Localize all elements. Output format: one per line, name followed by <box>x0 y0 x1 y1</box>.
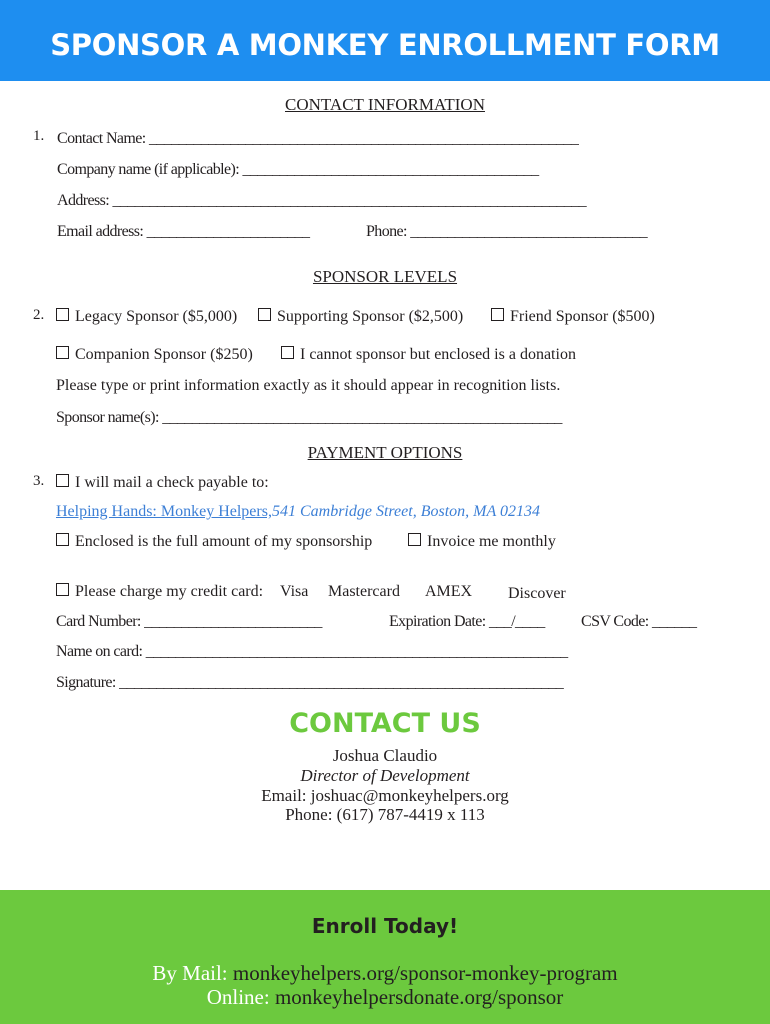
form-title: SPONSOR A MONKEY ENROLLMENT FORM <box>0 0 770 81</box>
online-url-link[interactable]: monkeyhelpersdonate.org/sponsor <box>274 985 564 1009</box>
legacy-sponsor-option[interactable] <box>56 308 237 326</box>
checkbox-icon[interactable] <box>56 583 69 596</box>
enclosed-option[interactable] <box>56 533 372 551</box>
item-number-1: 1. <box>33 128 45 144</box>
sponsor-levels-heading: SPONSOR LEVELS <box>312 267 458 286</box>
online-label: Online: <box>206 985 270 1009</box>
contact-email[interactable]: Email: joshuac@monkeyhelpers.org <box>261 786 509 805</box>
payee-link[interactable]: Helping Hands: Monkey Helpers, <box>56 503 272 520</box>
supporting-sponsor-option[interactable] <box>258 308 463 326</box>
name-on-card-field[interactable]: Name on card: _________________________________________________________ <box>56 643 568 660</box>
mail-label: By Mail: <box>152 961 228 985</box>
option-label: I will mail a check payable to: <box>75 474 269 491</box>
contact-info-heading: CONTACT INFORMATION <box>285 95 485 114</box>
option-label: Friend Sponsor ($500) <box>510 308 655 325</box>
option-label: Legacy Sponsor ($5,000) <box>75 308 238 325</box>
contact-phone[interactable]: Phone: (617) 787-4419 x 113 <box>285 805 485 824</box>
checkbox-icon[interactable] <box>281 346 294 359</box>
option-label: I cannot sponsor but enclosed is a donation <box>300 346 576 363</box>
contact-person-role: Director of Development <box>300 766 470 785</box>
payee-address <box>56 503 540 521</box>
enroll-footer <box>0 890 770 1024</box>
contact-name-field[interactable]: Contact Name: __________________________________________________________ <box>57 130 579 147</box>
checkbox-icon[interactable] <box>491 308 504 321</box>
invoice-option[interactable] <box>408 533 556 551</box>
phone-field[interactable]: Phone: ________________________________ <box>366 223 648 240</box>
checkbox-icon[interactable] <box>56 474 69 487</box>
card-type-amex[interactable]: AMEX <box>425 583 473 600</box>
card-type-visa[interactable]: Visa <box>280 583 309 600</box>
signature-field[interactable]: Signature: ____________________________________________________________ <box>56 674 564 691</box>
csv-field[interactable]: CSV Code: ______ <box>581 613 697 630</box>
contact-person-name: Joshua Claudio <box>332 746 438 765</box>
friend-sponsor-option[interactable] <box>491 308 655 326</box>
check-option[interactable] <box>56 474 269 492</box>
sponsor-names-field[interactable]: Sponsor name(s): ______________________________________________________ <box>56 409 562 426</box>
checkbox-icon[interactable] <box>258 308 271 321</box>
online-line <box>0 985 770 1010</box>
recognition-instructions: Please type or print information exactly as it should appear in recognition lists. <box>56 377 561 394</box>
item-number-2: 2. <box>33 307 45 323</box>
checkbox-icon[interactable] <box>408 533 421 546</box>
mail-line <box>0 961 770 986</box>
checkbox-icon[interactable] <box>56 533 69 546</box>
mail-url-link[interactable]: monkeyhelpers.org/sponsor-monkey-program <box>232 961 618 985</box>
checkbox-icon[interactable] <box>56 346 69 359</box>
card-type-discover[interactable]: Discover <box>508 585 566 602</box>
card-number-field[interactable]: Card Number: ________________________ <box>56 613 322 630</box>
expiration-field[interactable]: Expiration Date: ___/____ <box>389 613 545 630</box>
item-number-3: 3. <box>33 473 45 489</box>
companion-sponsor-option[interactable] <box>56 346 253 364</box>
option-label: Companion Sponsor ($250) <box>75 346 253 363</box>
enroll-today-heading: Enroll Today! <box>311 914 459 938</box>
credit-card-option[interactable] <box>56 583 263 601</box>
payment-options-heading: PAYMENT OPTIONS <box>307 443 463 462</box>
email-field[interactable]: Email address: ______________________ <box>57 223 310 240</box>
card-type-mastercard[interactable]: Mastercard <box>328 583 400 600</box>
contact-us-heading: CONTACT US <box>289 708 481 739</box>
donation-option[interactable] <box>281 346 576 364</box>
option-label: Enclosed is the full amount of my sponsorship <box>75 533 373 550</box>
option-label: Invoice me monthly <box>427 533 556 550</box>
option-label: Supporting Sponsor ($2,500) <box>277 308 464 325</box>
address-field[interactable]: Address: ________________________________________________________________ <box>57 192 587 209</box>
checkbox-icon[interactable] <box>56 308 69 321</box>
option-label: Please charge my credit card: <box>75 583 264 600</box>
company-name-field[interactable]: Company name (if applicable): ________________________________________ <box>57 161 539 178</box>
payee-street: 541 Cambridge Street, Boston, MA 02134 <box>271 503 540 520</box>
